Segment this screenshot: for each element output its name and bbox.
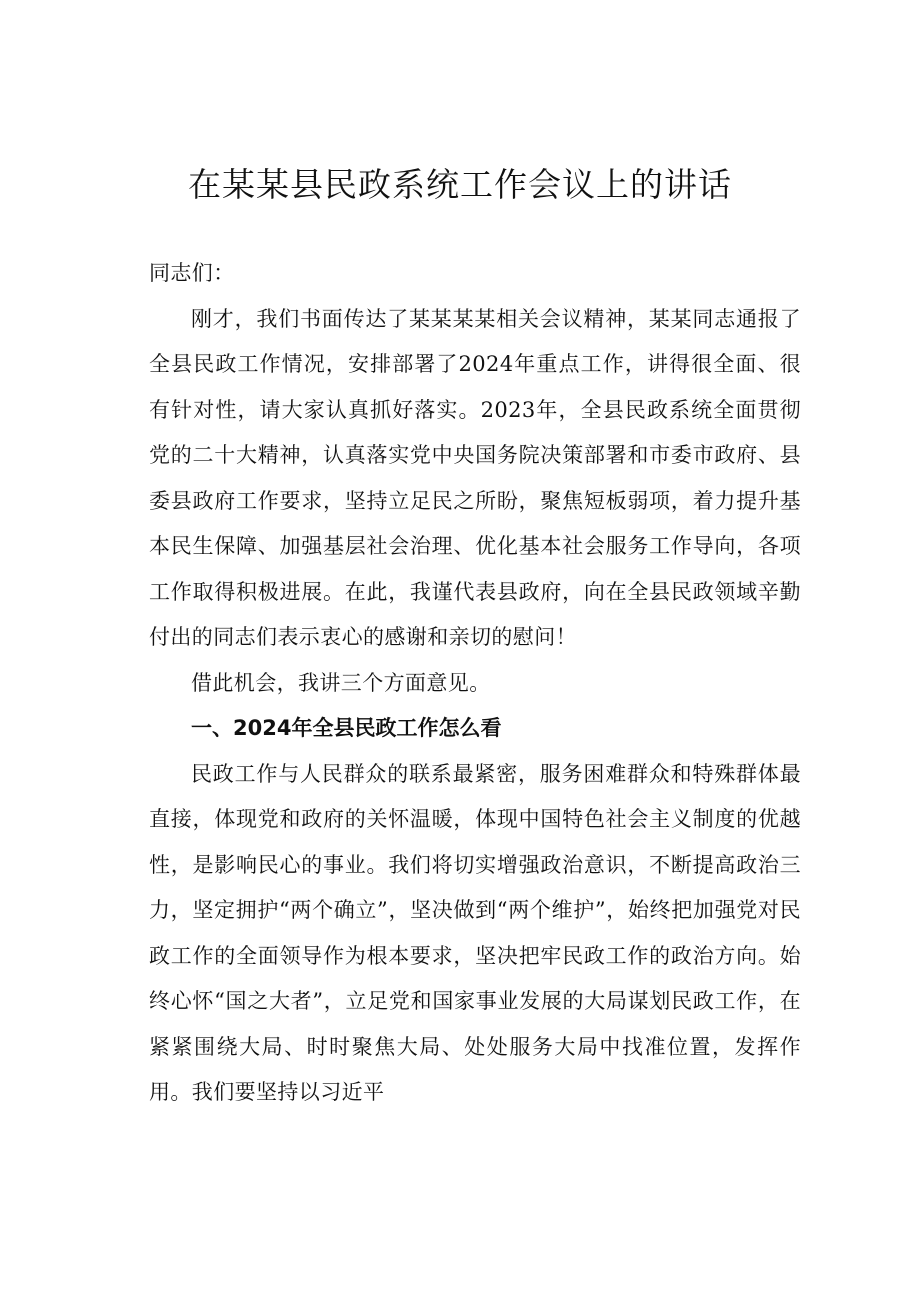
paragraph-opening: 刚才，我们书面传达了某某某某相关会议精神，某某同志通报了全县民政工作情况，安排部署了2024年重点工作，讲得很全面、很有针对性，请大家认真抓好落实。2023年，全县民政系统全面贯彻党的二十大精神，认真落实党中央国务院决策部署和市委市政府、县委县政府工作要求，坚持立足民之所盼，聚焦短板弱项，着力提升基本民生保障、加强基层社会治理、优化基本社会服务工作导向，各项工作取得积极进展。在此，我谨代表县政府，向在全县民政领域辛勤付出的同志们表示衷心的感谢和亲切的慰问！ <box>149 306 801 649</box>
section-heading: 一、2024年全县民政工作怎么看 <box>191 716 502 740</box>
document-title: 在某某县民政系统工作会议上的讲话 <box>188 165 732 204</box>
paragraph-transition: 借此机会，我讲三个方面意见。 <box>191 670 491 695</box>
salutation: 同志们： <box>149 261 235 285</box>
document-body <box>149 251 801 1116</box>
paragraph-section-one: 民政工作与人民群众的联系最紧密，服务困难群众和特殊群体最直接，体现党和政府的关怀温暖，体现中国特色社会主义制度的优越性，是影响民心的事业。我们将切实增强政治意识，不断提高政治三力，坚定拥护“两个确立”，坚决做到“两个维护”，始终把加强党对民政工作的全面领导作为根本要求，坚决把牢民政工作的政治方向。始终心怀“国之大者”，立足党和国家事业发展的大局谋划民政工作，在紧紧围绕大局、时时聚焦大局、处处服务大局中找准位置，发挥作用。我们要坚持以习近平 <box>149 761 801 1104</box>
